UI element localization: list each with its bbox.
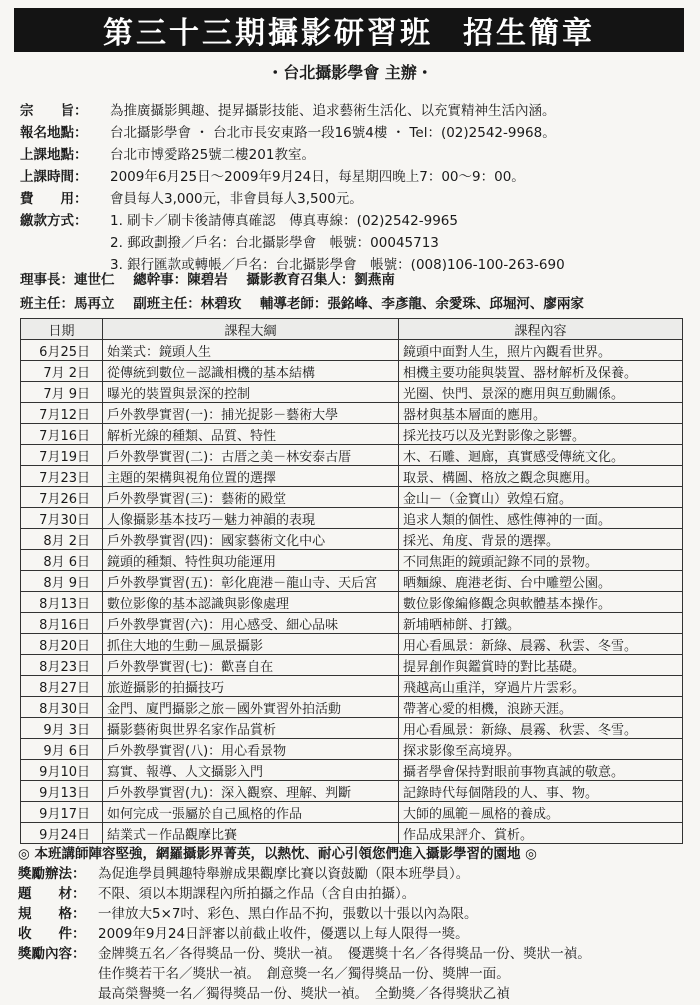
cell-outline: 人像攝影基本技巧－魅力神韻的表現	[103, 508, 399, 529]
cell-content: 光圈、快門、景深的應用與互動關係。	[399, 382, 683, 403]
cell-content: 記錄時代每個階段的人、事、物。	[399, 781, 683, 802]
info-label: 宗 旨：	[20, 103, 88, 119]
payment-option: 2. 郵政劃撥／戶名：台北攝影學會 帳號：00045713	[110, 235, 439, 251]
cell-date: 6月25日	[21, 340, 103, 361]
title-banner	[14, 8, 684, 52]
cell-content: 取景、構圖、格放之觀念與應用。	[399, 466, 683, 487]
cell-date: 7月16日	[21, 424, 103, 445]
cell-content: 飛越高山重洋，穿過片片雲彩。	[399, 676, 683, 697]
cell-date: 8月 2日	[21, 529, 103, 550]
cell-content: 數位影像編修觀念與軟體基本操作。	[399, 592, 683, 613]
cell-date: 9月17日	[21, 802, 103, 823]
info-label: 報名地點：	[20, 125, 88, 141]
info-value: 1. 刷卡／刷卡後請傳真確認 傳真專線：(02)2542-9965	[110, 213, 458, 229]
awards-row	[18, 944, 688, 964]
cell-outline: 戶外教學實習(五)：彰化鹿港－龍山寺、天后宮	[103, 571, 399, 592]
table-row	[21, 760, 683, 781]
cell-outline: 戶外教學實習(七)：歡喜自在	[103, 655, 399, 676]
payment-option: 3. 銀行匯款或轉帳／戶名：台北攝影學會 帳號：(008)106-100-263-690	[110, 257, 565, 273]
staff-entry: 理事長：連世仁	[20, 272, 115, 288]
cell-content: 帶著心愛的相機，浪跡天涯。	[399, 697, 683, 718]
cell-date: 8月27日	[21, 676, 103, 697]
cell-outline: 數位影像的基本認識與影像處理	[103, 592, 399, 613]
staff-entry: 班主任：馬再立	[20, 296, 115, 312]
cell-date: 8月20日	[21, 634, 103, 655]
awards-value: 一律放大5×7吋、彩色、黑白作品不拘，張數以十張以內為限。	[98, 906, 478, 922]
table-row	[21, 529, 683, 550]
table-row	[21, 781, 683, 802]
info-row-purpose	[20, 100, 690, 122]
table-row	[21, 340, 683, 361]
info-value: 台北市博愛路25號二樓201教室。	[110, 147, 315, 163]
table-row	[21, 508, 683, 529]
cell-outline: 抓住大地的生動－風景攝影	[103, 634, 399, 655]
awards-label: 收 件：	[18, 926, 86, 942]
cell-date: 7月23日	[21, 466, 103, 487]
info-label: 上課地點：	[20, 147, 88, 163]
cell-content: 晒麵線、鹿港老街、台中雕塑公園。	[399, 571, 683, 592]
cell-outline: 鏡頭的種類、特性與功能運用	[103, 550, 399, 571]
cell-outline: 戶外教學實習(六)：用心感受、細心品味	[103, 613, 399, 634]
awards-section	[18, 864, 688, 1004]
table-row	[21, 592, 683, 613]
cell-outline: 始業式：鏡頭人生	[103, 340, 399, 361]
cell-content: 相機主要功能與裝置、器材解析及保養。	[399, 361, 683, 382]
table-row	[21, 550, 683, 571]
cell-date: 7月12日	[21, 403, 103, 424]
cell-date: 9月 3日	[21, 718, 103, 739]
cell-date: 8月16日	[21, 613, 103, 634]
table-row	[21, 823, 683, 844]
awards-value: 為促進學員興趣特舉辦成果觀摩比賽以資鼓勵（限本班學員）。	[98, 866, 470, 882]
awards-value: 金牌獎五名／各得獎品一份、獎狀一禎。 優選獎十名／各得獎品一份、獎狀一禎。	[98, 946, 591, 962]
table-row	[21, 634, 683, 655]
cell-date: 7月19日	[21, 445, 103, 466]
table-row	[21, 676, 683, 697]
cell-outline: 旅遊攝影的拍攝技巧	[103, 676, 399, 697]
table-row	[21, 718, 683, 739]
table-row	[21, 382, 683, 403]
info-value: 會員每人3,000元，非會員每人3,500元。	[110, 191, 363, 207]
staff-entry: 攝影教育召集人：劉燕南	[246, 272, 395, 288]
table-row	[21, 571, 683, 592]
info-value: 2009年6月25日～2009年9月24日，每星期四晚上7：00～9：00。	[110, 169, 525, 185]
info-value: 為推廣攝影興趣、提昇攝影技能、追求藝術生活化、以充實精神生活內涵。	[110, 103, 556, 119]
cell-content: 作品成果評介、賞析。	[399, 823, 683, 844]
info-label: 費 用：	[20, 191, 88, 207]
staff-entry: 輔導老師：張銘峰、李彥龍、余愛珠、邱堀河、廖兩家	[259, 296, 584, 312]
cell-date: 8月23日	[21, 655, 103, 676]
info-label: 上課時間：	[20, 169, 88, 185]
cell-date: 7月30日	[21, 508, 103, 529]
cell-outline: 解析光線的種類、品質、特性	[103, 424, 399, 445]
info-row-location	[20, 144, 690, 166]
table-row	[21, 802, 683, 823]
info-row-fee	[20, 188, 690, 210]
table-row	[21, 655, 683, 676]
cell-date: 7月 2日	[21, 361, 103, 382]
cell-outline: 戶外教學實習(三)：藝術的殿堂	[103, 487, 399, 508]
awards-label: 題 材：	[18, 886, 86, 902]
awards-row	[18, 904, 688, 924]
cell-outline: 如何完成一張屬於自己風格的作品	[103, 802, 399, 823]
table-row	[21, 361, 683, 382]
cell-content: 用心看風景：新綠、晨霧、秋雲、冬雪。	[399, 718, 683, 739]
schedule-body	[21, 340, 683, 844]
staff-section	[20, 268, 690, 316]
awards-row	[18, 864, 688, 884]
cell-content: 探求影像至高境界。	[399, 739, 683, 760]
cell-content: 新埔晒柿餅、打鐵。	[399, 613, 683, 634]
cell-date: 9月10日	[21, 760, 103, 781]
cell-date: 7月26日	[21, 487, 103, 508]
cell-date: 9月 6日	[21, 739, 103, 760]
staff-row	[20, 268, 690, 292]
table-row	[21, 445, 683, 466]
cell-date: 9月24日	[21, 823, 103, 844]
course-subtitle: 招生簡章	[463, 16, 595, 51]
cell-outline: 寫實、報導、人文攝影入門	[103, 760, 399, 781]
staff-row	[20, 292, 690, 316]
table-row	[21, 487, 683, 508]
cell-content: 採光技巧以及光對影像之影響。	[399, 424, 683, 445]
cell-date: 7月 9日	[21, 382, 103, 403]
column-header-content: 課程內容	[399, 319, 683, 340]
cell-date: 8月30日	[21, 697, 103, 718]
cell-outline: 結業式－作品觀摩比賽	[103, 823, 399, 844]
cell-outline: 戶外教學實習(二)：古厝之美－林安泰古厝	[103, 445, 399, 466]
cell-date: 8月13日	[21, 592, 103, 613]
awards-label: 獎勵辦法：	[18, 866, 86, 882]
cell-content: 鏡頭中面對人生，照片內觀看世界。	[399, 340, 683, 361]
info-row-payment	[20, 210, 690, 232]
cell-outline: 戶外教學實習(九)：深入觀察、理解、判斷	[103, 781, 399, 802]
info-value: 台北攝影學會 ・ 台北市長安東路一段16號4樓 ・ Tel：(02)2542-9968。	[110, 125, 556, 141]
info-section	[20, 100, 690, 276]
schedule-table	[20, 318, 683, 844]
cell-content: 木、石雕、迴廊，真實感受傳統文化。	[399, 445, 683, 466]
info-row-time	[20, 166, 690, 188]
motto-line: ◎ 本班講師陣容堅強，網羅攝影界菁英，以熱忱、耐心引領您們進入攝影學習的園地 ◎	[18, 846, 537, 862]
cell-date: 8月 9日	[21, 571, 103, 592]
table-row	[21, 697, 683, 718]
cell-content: 大師的風範－風格的養成。	[399, 802, 683, 823]
awards-label: 獎勵內容：	[18, 946, 86, 962]
cell-outline: 戶外教學實習(一)：捕光捉影－藝術大學	[103, 403, 399, 424]
course-title: 第三十三期攝影研習班	[103, 16, 433, 51]
cell-content: 金山－（金寶山）敦煌石窟。	[399, 487, 683, 508]
awards-continuation: 最高榮譽獎一名／獨得獎品一份、獎狀一禎。 全勤獎／各得獎狀乙禎	[98, 986, 510, 1002]
staff-entry: 總幹事：陳碧岩	[133, 272, 228, 288]
table-row	[21, 613, 683, 634]
column-header-date: 日期	[21, 319, 103, 340]
awards-continuation: 佳作獎若干名／獎狀一禎。 創意獎一名／獨得獎品一份、獎牌一面。	[98, 966, 510, 982]
awards-row	[18, 884, 688, 904]
awards-row	[18, 924, 688, 944]
cell-content: 追求人類的個性、感性傳神的一面。	[399, 508, 683, 529]
table-header-row	[21, 319, 683, 340]
cell-outline: 戶外教學實習(八)：用心看景物	[103, 739, 399, 760]
awards-value: 不限、須以本期課程內所拍攝之作品（含自由拍攝）。	[98, 886, 416, 902]
cell-content: 用心看風景：新綠、晨霧、秋雲、冬雪。	[399, 634, 683, 655]
info-row-registration	[20, 122, 690, 144]
cell-content: 器材與基本層面的應用。	[399, 403, 683, 424]
cell-content: 攝者學會保持對眼前事物真誠的敬意。	[399, 760, 683, 781]
cell-outline: 攝影藝術與世界名家作品賞析	[103, 718, 399, 739]
cell-date: 8月 6日	[21, 550, 103, 571]
cell-outline: 從傳統到數位－認識相機的基本結構	[103, 361, 399, 382]
cell-outline: 戶外教學實習(四)：國家藝術文化中心	[103, 529, 399, 550]
cell-outline: 曝光的裝置與景深的控制	[103, 382, 399, 403]
cell-content: 提昇創作與鑑賞時的對比基礎。	[399, 655, 683, 676]
cell-date: 9月13日	[21, 781, 103, 802]
table-row	[21, 466, 683, 487]
cell-outline: 主題的架構與視角位置的選擇	[103, 466, 399, 487]
table-row	[21, 424, 683, 445]
cell-outline: 金門、廈門攝影之旅－國外實習外拍活動	[103, 697, 399, 718]
table-row	[21, 403, 683, 424]
table-row	[21, 739, 683, 760]
column-header-outline: 課程大綱	[103, 319, 399, 340]
info-label: 繳款方式：	[20, 213, 88, 229]
cell-content: 採光、角度、背景的選擇。	[399, 529, 683, 550]
awards-label: 規 格：	[18, 906, 86, 922]
organizer-line: ・台北攝影學會 主辦・	[267, 63, 433, 82]
staff-entry: 副班主任：林碧玫	[133, 296, 242, 312]
awards-value: 2009年9月24日評審以前截止收件，優選以上每人限得一獎。	[98, 926, 469, 942]
cell-content: 不同焦距的鏡頭記錄不同的景物。	[399, 550, 683, 571]
